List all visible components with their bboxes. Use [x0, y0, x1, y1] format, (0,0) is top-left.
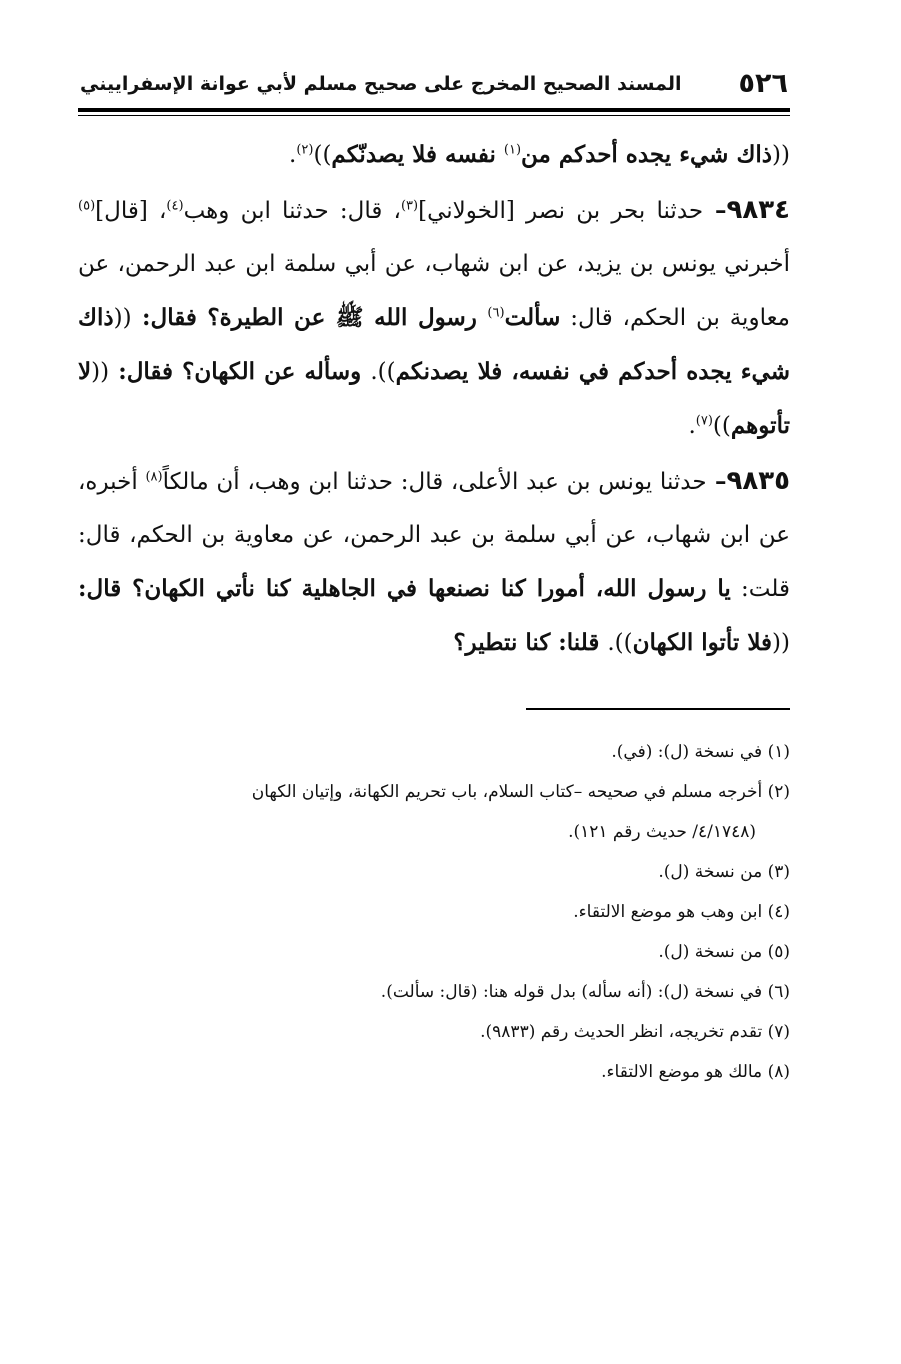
- matn-text: قلنا: كنا نتطير؟: [453, 629, 608, 656]
- footnote-4: (٤) ابن وهب هو موضع الالتقاء.: [573, 902, 790, 922]
- footnote-2-continued: (٤/١٧٤٨/ حديث رقم ١٢١).: [568, 822, 756, 842]
- hadith-text: نفسه فلا يصدنّكم: [331, 141, 504, 168]
- book-title: المسند الصحيح المخرج على صحيح مسلم لأبي عوانة الإسفراييني: [80, 73, 682, 95]
- quote-close: )): [614, 630, 633, 656]
- matn-text: ذاك شيء يجده أحدكم في نفسه، فلا يصدنكم: [78, 304, 790, 385]
- book-page: [78, 64, 790, 1092]
- punctuation: .: [688, 413, 696, 439]
- number-dash: –: [706, 468, 727, 495]
- matn-text: لا تأتوهم: [78, 358, 790, 439]
- header-rule-thin: [78, 115, 790, 116]
- punctuation: .: [370, 359, 378, 385]
- isnad-text: ، [قال]: [95, 198, 167, 224]
- page-number: ٥٢٦: [738, 68, 788, 99]
- isnad-text: ، قال: حدثنا ابن وهب: [183, 198, 401, 224]
- footnote-7: (٧) تقدم تخريجه، انظر الحديث رقم (٩٨٣٣).: [480, 1022, 790, 1042]
- footnote-ref[interactable]: (٤): [166, 198, 184, 214]
- hadith-number: ٩٨٣٤: [726, 195, 790, 225]
- footnote-ref[interactable]: (١): [503, 142, 522, 158]
- footnote-ref[interactable]: (٣): [400, 198, 419, 214]
- quote-open: ((: [91, 359, 110, 385]
- punctuation: .: [289, 142, 297, 168]
- footnote-ref[interactable]: (٥): [78, 198, 96, 214]
- matn-text: سألت: [504, 304, 561, 331]
- matn-text: وسأله عن الكهان؟ فقال:: [109, 358, 371, 385]
- footnote-6: (٦) في نسخة (ل): (أنه سأله) بدل قوله هنا: (قال: سألت).: [380, 982, 790, 1002]
- isnad-text: حدثنا بحر بن نصر [الخولاني]: [418, 198, 704, 224]
- quote-open: ((: [113, 305, 132, 331]
- header-rule-thick: [78, 108, 790, 112]
- quote-open: ((: [772, 142, 790, 168]
- footnotes: [78, 732, 790, 1092]
- footnote-5: (٥) من نسخة (ل).: [658, 942, 790, 962]
- matn-text: فلا تأتوا الكهان: [632, 629, 773, 656]
- isnad-text: أخبرني يونس بن يزيد، عن ابن شهاب، عن أبي سلمة ابن عبد الرحمن، عن معاوية بن الحكم، قال:: [78, 251, 790, 331]
- main-text: [78, 128, 790, 670]
- footnote-ref[interactable]: (٨): [145, 469, 163, 485]
- matn-text: يا رسول الله، أمورا كنا نصنعها في الجاهلية كنا نأتي الكهان؟ قال:: [78, 575, 731, 602]
- hadith-9834: [78, 184, 790, 453]
- quote-open: ((: [772, 630, 790, 656]
- footnote-separator: [526, 708, 790, 710]
- quote-close: )): [313, 142, 332, 168]
- isnad-text: أخبره، عن ابن شهاب، عن أبي سلمة بن عبد الرحمن، عن معاوية بن الحكم، قال: قلت:: [78, 469, 790, 602]
- quote-close: )): [377, 359, 396, 385]
- footnote-ref[interactable]: (٦): [487, 305, 505, 321]
- running-header: [78, 64, 790, 104]
- footnote-ref[interactable]: (٧): [695, 413, 713, 429]
- hadith-9835: [78, 455, 790, 670]
- isnad-text: حدثنا يونس بن عبد الأعلى، قال: حدثنا ابن وهب، أن مالكاً: [162, 469, 707, 495]
- footnote-3: (٣) من نسخة (ل).: [658, 862, 790, 882]
- hadith-number: ٩٨٣٥: [726, 466, 790, 496]
- footnote-8: (٨) مالك هو موضع الالتقاء.: [601, 1062, 790, 1082]
- matn-text: رسول الله ﷺ عن الطيرة؟ فقال:: [131, 304, 488, 331]
- number-dash: –: [703, 197, 727, 224]
- footnote-2: (٢) أخرجه مسلم في صحيحه –كتاب السلام، باب تحريم الكهانة، وإتيان الكهان: [251, 782, 790, 802]
- footnote-ref[interactable]: (٢): [296, 142, 314, 158]
- punctuation: .: [607, 630, 615, 656]
- quote-close: )): [712, 413, 731, 439]
- footnote-1: (١) في نسخة (ل): (في).: [611, 742, 790, 762]
- opening-fragment: [78, 128, 790, 182]
- hadith-text: ذاك شيء يجده أحدكم من: [521, 141, 773, 168]
